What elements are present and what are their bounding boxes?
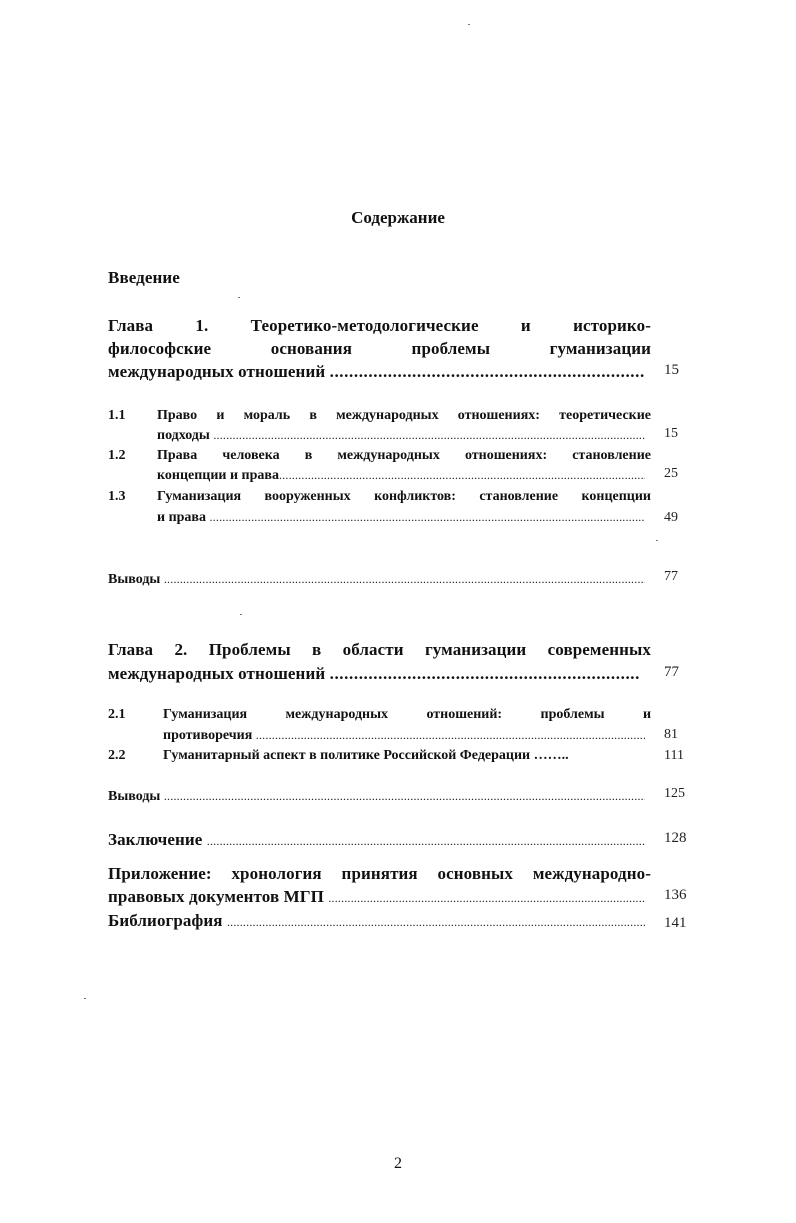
chapter-2-line-2: международных отношений ..... xyxy=(108,664,639,684)
page-number: 141 xyxy=(664,915,687,931)
page-number: 15 xyxy=(664,362,679,378)
section-2-1-line-2: противоречия ..... xyxy=(163,728,645,744)
page-number: 128 xyxy=(664,830,687,846)
section-1-1-line-1: Право и мораль в международных отношениях: теоретические xyxy=(157,408,651,423)
page-number: 77 xyxy=(664,664,679,680)
section-number: 1.1 xyxy=(108,408,126,423)
leader-dots xyxy=(330,362,645,382)
section-1-1-line-2: подходы ..... xyxy=(157,428,645,444)
appendix-line-1: Приложение: хронология принятия основных международно- xyxy=(108,864,651,883)
section-number: 2.1 xyxy=(108,707,126,722)
section-number: 1.3 xyxy=(108,489,126,504)
section-1-2-line-1: Права человека в международных отношениях: становление xyxy=(157,448,651,463)
chapter-2-line-1: Глава 2. Проблемы в области гуманизации современных xyxy=(108,640,652,659)
scan-speck xyxy=(238,297,240,298)
page-number: 81 xyxy=(664,727,678,742)
leader-dots xyxy=(227,915,645,930)
leader-dots xyxy=(330,664,639,684)
page-title: Содержание xyxy=(351,208,445,227)
scan-speck xyxy=(656,540,658,541)
leader-dots xyxy=(213,428,645,443)
section-1-3-line-1: Гуманизация вооруженных конфликтов: становление концепции xyxy=(157,489,651,504)
leader-dots xyxy=(164,572,645,587)
leader-dots xyxy=(209,510,645,525)
section-2-1-line-1: Гуманизация международных отношений: проблемы и xyxy=(163,707,652,722)
page-number: 77 xyxy=(664,569,678,584)
appendix-line-2: правовых документов МГП ..... xyxy=(108,887,645,907)
conclusion-line: Заключение ..... xyxy=(108,830,645,850)
scan-speck xyxy=(240,614,242,615)
conclusions-2-line: Выводы ..... xyxy=(108,789,645,805)
footer-page-number: 2 xyxy=(394,1155,402,1172)
scan-speck xyxy=(84,998,86,999)
page-number: 49 xyxy=(664,510,678,525)
section-1-2-line-2: концепции и права ..... xyxy=(157,468,645,484)
section-number: 1.2 xyxy=(108,448,126,463)
section-number: 2.2 xyxy=(108,748,126,763)
conclusions-1-line: Выводы ..... xyxy=(108,572,645,588)
leader-dots xyxy=(328,891,645,906)
page-number: 15 xyxy=(664,426,678,441)
leader-dots xyxy=(279,468,645,483)
page-number: 136 xyxy=(664,887,687,903)
chapter-1-line-3: международных отношений ..... xyxy=(108,362,645,382)
toc-intro[interactable]: Введение xyxy=(108,268,180,287)
scan-speck xyxy=(468,24,470,25)
chapter-1-line-2: философские основания проблемы гуманизации xyxy=(108,339,652,358)
section-2-2-title: Гуманитарный аспект в политике Российской Федерации …….. xyxy=(163,748,569,763)
page-number: 125 xyxy=(664,786,685,801)
chapter-1-line-1: Глава 1. Теоретико-методологические и историко- xyxy=(108,316,651,335)
page-number: 111 xyxy=(664,748,684,763)
section-1-3-line-2: и права ..... xyxy=(157,510,645,526)
bibliography-line: Библиография ..... xyxy=(108,911,645,931)
leader-dots xyxy=(256,728,645,743)
leader-dots xyxy=(207,834,645,849)
page-number: 25 xyxy=(664,466,678,481)
leader-dots xyxy=(164,789,645,804)
